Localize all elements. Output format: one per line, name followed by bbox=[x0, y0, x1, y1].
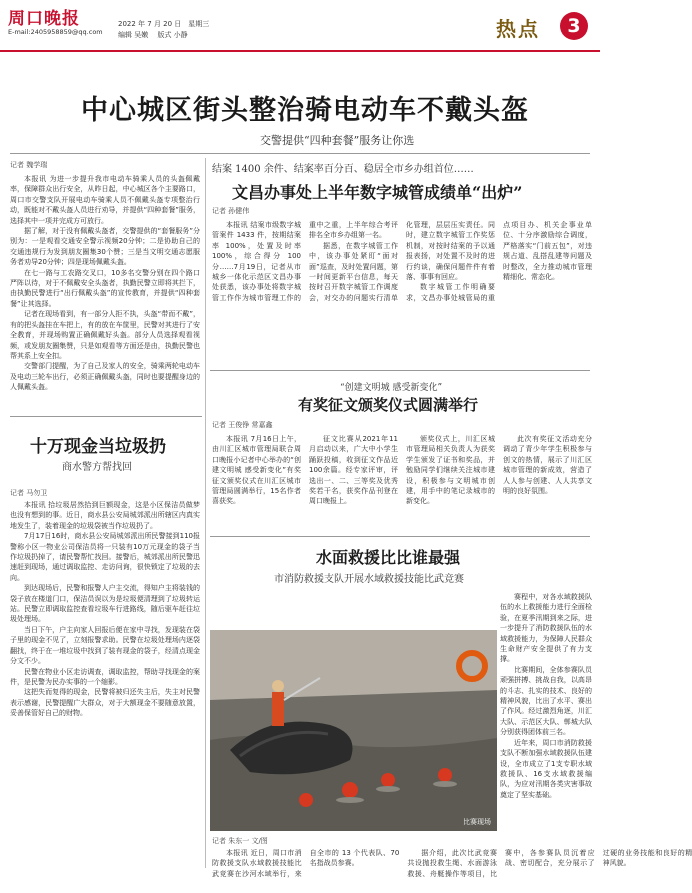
paragraph: 本报讯 结案市级数字城管案件 1433 件，按期结案率 100%，处置及时率 100%，综合得分 100分……7月19日，记者从市城乡一体化示范区文昌办事处获悉，该办事处将数字城管工作作为城市管理工作的重中之重，上半年综合考评排名全市乡办组第一名。 bbox=[212, 221, 398, 302]
story2-body bbox=[212, 220, 592, 366]
story3-byline: 记者 马勿卫 bbox=[10, 489, 48, 497]
masthead-rule bbox=[0, 50, 600, 52]
paragraph: 近年来，周口市消防救援支队不断加强水域救援队伍建设，全市成立了1支专职水域救援队、16支水域救援编队，为应对汛期各类灾害事故奠定了坚实基础。 bbox=[500, 738, 592, 799]
story2-byline: 记者 孙健伟 bbox=[212, 207, 250, 215]
story2-kicker: 结案 1400 余件、结案率百分百、稳居全市乡办组首位…… bbox=[212, 164, 474, 175]
lead-body bbox=[10, 174, 200, 410]
paragraph: 交警部门提醒，为了自己及家人的安全，骑乘两轮电动车及电动三轮车出行，必须正确佩戴头盔，同时也要提醒身边的人佩戴头盔。 bbox=[10, 362, 200, 392]
story3-divider bbox=[10, 416, 202, 417]
paragraph: 在七一路与工农路交叉口，10多名交警分别在四个路口严阵以待，对于不佩戴安全头盔者，执勤民警立即将其拦下，由执勤民警进行“出行佩戴头盔”的宣传教育，并提供“四种套餐”让其选择。 bbox=[10, 268, 200, 308]
rescue-photo-illustration bbox=[210, 630, 497, 831]
newspaper-logo: 周口晚报 bbox=[8, 9, 80, 29]
story5-divider bbox=[210, 536, 590, 537]
paragraph: 本报讯 近日，周口市消防救援支队水域救援技能比武竞赛在沙河水域举行，来自全市的 13 个代表队、70 名指战员参赛。 bbox=[212, 849, 400, 878]
story4-byline: 记者 王俊铮 常嘉鑫 bbox=[212, 421, 273, 429]
story5-headline: 水面救援比比谁最强 bbox=[316, 548, 461, 567]
paragraph: 当日下午，户主向家人回报后便在家中寻找，发现装在袋子里的现金不见了，立刻报警求助。民警在垃圾处理场内逐袋翻找，终于在一堆垃圾中找到了装有现金的袋子，经清点现金分文不少。 bbox=[10, 625, 200, 666]
story3-body bbox=[10, 500, 200, 885]
story5-byline: 记者 朱东一 文/图 bbox=[212, 837, 268, 845]
paragraph: 据悉，在数字城管工作中，该办事处紧盯“面对面”巡查，及时处置问题，第一时间更新平台信息，每天按时召开数字城管工作调度会，对交办的问题实行清单化管理，层层压实责任。同时，建立数字城管工作奖惩机制，对按时结案的予以通报表扬，对处置不及时的进行约谈，确保问题件件有着落、事事有回应。 bbox=[309, 221, 495, 302]
paragraph: 记者在现场看到，有一部分人拒不执，头盔“带而不戴”，有的把头盔挂在车把上，有的放在车筐里，民警对其进行了安全教育，并现场购置正确佩戴好头盔。部分人员选择观看视频，或发朋友圈集赞，只是如观看等方面还是由，执勤民警也帮其系上安全扣。 bbox=[10, 310, 200, 360]
paragraph: 本报讯 拾垃圾居然拾到巨额现金，这是小区保洁员做梦也没有想到的事。近日，商水县公安局城郊派出所辖区内真实地发生了，装着现金的垃圾袋被当作垃圾扔了。 bbox=[10, 501, 200, 530]
lead-headline: 中心城区街头整治骑电动车不戴头盔 bbox=[81, 95, 529, 126]
paragraph: 本报讯 为进一步提升我市电动车骑乘人员的头盔佩戴率，保障群众出行安全，从昨日起，中心城区各个主要路口，周口市交警支队开展电动车骑乘人员不佩戴头盔专项整治行动，既能对不戴头盔人员进行劝导，并提供“四种套餐”服务，选择其中一项并完成方可放行。 bbox=[10, 175, 200, 225]
lead-byline: 记者 魏学瑞 bbox=[10, 161, 48, 169]
paragraph: 7月17日16时，商水县公安局城郊派出所民警接到110报警称小区一物业公司保洁员将一只装有10万元现金的袋子当作垃圾扔掉了，请民警帮忙找回。接警后，城郊派出所民警迅速赶到现场，通过调取监控、走访问询，很快锁定了垃圾的去向。 bbox=[10, 532, 200, 582]
story4-divider bbox=[210, 370, 590, 371]
page-number-badge: 3 bbox=[560, 12, 588, 40]
story4-kicker: “创建文明城 感受新变化” bbox=[340, 383, 443, 393]
story2-headline: 文昌办事处上半年数字城管成绩单“出炉” bbox=[232, 183, 523, 202]
issue-date: 2022 年 7 月 20 日 星期三 bbox=[118, 20, 210, 28]
paragraph: 颁奖仪式上，川汇区城市管理局相关负责人为获奖学生颁发了证书和奖品，并勉励同学们继续关注城市建设，积极参与文明城市创建，用手中的笔记录城市的新变化。 bbox=[406, 435, 495, 506]
paragraph: 据介绍，此次比武竞赛共设抛投救生绳、水面游泳救援、舟艇操作等项目，比赛中，各参赛队员沉着应战、密切配合，充分展示了过硬的业务技能和良好的精神风貌。 bbox=[407, 849, 692, 878]
story4-body bbox=[212, 434, 592, 534]
rescue-photo bbox=[210, 630, 497, 831]
photo-caption: 比赛现场 bbox=[463, 818, 491, 826]
story3-headline: 十万现金当垃圾扔 bbox=[30, 437, 166, 457]
section-title: 热点 bbox=[496, 17, 540, 41]
story3-subhead: 商水警方帮找回 bbox=[62, 462, 132, 473]
paragraph: 这把失而复得的现金，民警将被归还失主后，失主对民警表示感谢，民警提醒广大群众，对于大额现金不要随意放置，妥善保管好自己的财物。 bbox=[10, 688, 200, 718]
paragraph: 征文比赛从2021年11月启动以来，广大中小学生踊跃投稿，收到征文作品近100余篇。经专家评审，评选出一、二、三等奖及优秀奖若干名，获奖作品刊登在周口晚报上。 bbox=[309, 435, 398, 506]
column-divider bbox=[205, 158, 206, 868]
paragraph: 民警在物业小区走访调查，调取监控，帮助寻找现金的案件，是民警为民办实事的一个缩影。 bbox=[10, 667, 200, 686]
lead-subhead: 交警提供“四种套餐”服务让你选 bbox=[260, 134, 415, 147]
paragraph: 本报讯 7月16日上午，由川汇区城市管理局联合周口晚报小记者中心举办的“创建文明城 感受新变化”有奖征文颁奖仪式在川汇区城市管理局圆满举行，15名作者喜获奖。 bbox=[212, 435, 301, 506]
paragraph: 到达现场后，民警和报警人户主交流，得知户主将装钱的袋子放在楼道门口，保洁员误以为是垃圾便清理到了垃圾转运站。民警立即调取监控查看垃圾车行进路线，随后驱车赶往垃圾处理场。 bbox=[10, 584, 200, 624]
editor-credits: 编辑 吴嫩 版式 小静 bbox=[118, 31, 188, 39]
masthead bbox=[0, 0, 600, 54]
paragraph: 此次有奖征文活动充分调动了青少年学生积极参与创文的热情，展示了川汇区城市管理的新成效，营造了人人参与创建、人人共享文明的良好氛围。 bbox=[503, 435, 592, 496]
paragraph: 数字城管工作明确要求，文昌办事处城管局的重点项目办、机关企事业单位、十分序激励综合调度，严格落实“门前五包”，对违规占道、乱搭乱建等问题及时整改，全力推动城市管理精细化、常态化。 bbox=[406, 221, 592, 302]
lead-divider bbox=[10, 153, 590, 154]
story5-body-right bbox=[500, 592, 592, 884]
paragraph: 据了解，对于没有佩戴头盔者，交警提供的“套餐服务”分别为：一是观看交通安全警示视频20分钟；二是协助自己的交通违规行为发到朋友圈集30个赞；三是当文明交通志愿服务者劝导20分钟；四是现场佩戴头盔。 bbox=[10, 227, 200, 267]
paragraph: 赛程中，对各水域救援队伍的水上救援能力进行全面检验，在夏季汛期到来之际，进一步提升了消防救援队伍的水域救援能力，为保障人民群众生命财产安全提供了有力支撑。 bbox=[500, 593, 592, 664]
story5-body bbox=[212, 848, 692, 886]
paragraph: 比赛期间，全体参赛队员顽强拼搏、挑战自我，以高昂的斗志、扎实的技术、良好的精神风貌，比出了水平、赛出了作风。经过激烈角逐，川汇大队、示范区大队、郸城大队分别获得团体前三名。 bbox=[500, 665, 592, 737]
story4-headline: 有奖征文颁奖仪式圆满举行 bbox=[298, 396, 479, 414]
contact-email: E-mail:2405958859@qq.com bbox=[8, 28, 103, 36]
story5-subhead: 市消防救援支队开展水域救援技能比武竞赛 bbox=[274, 574, 464, 585]
